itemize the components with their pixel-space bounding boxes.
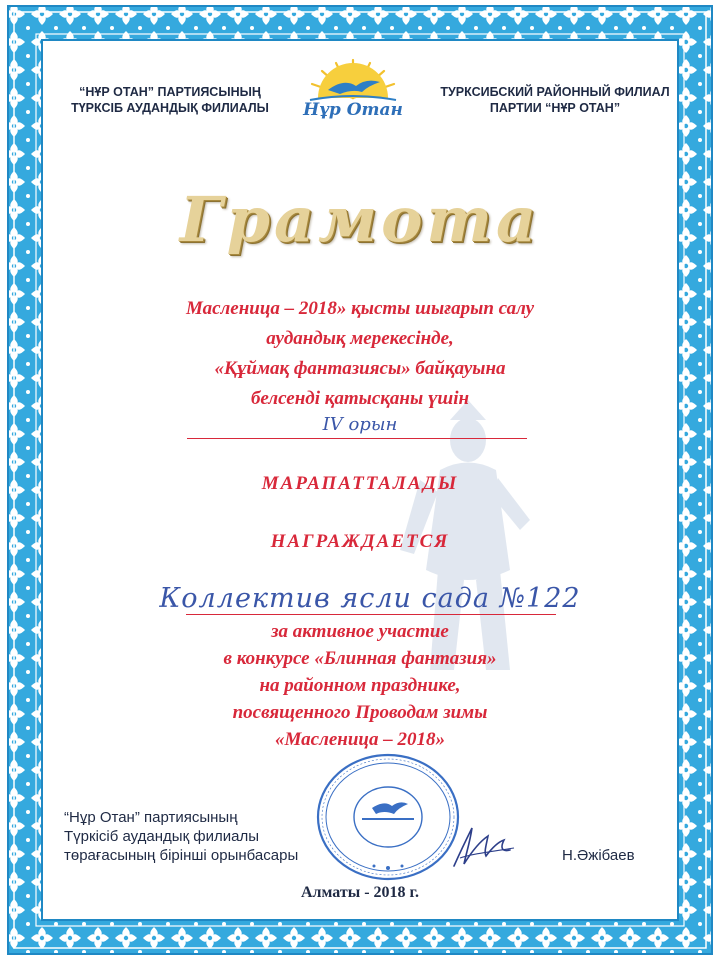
signatory-line3: төрағасының бірінші орынбасары bbox=[64, 847, 299, 864]
header-right-line2: ПАРТИИ “НҰР ОТАН” bbox=[489, 101, 621, 115]
certificate-title: Грамота bbox=[179, 183, 541, 256]
russian-text-line1: за активное участие bbox=[271, 621, 449, 642]
header-right bbox=[430, 84, 680, 116]
header-left-line1: “НҰР ОТАН” ПАРТИЯСЫНЫҢ bbox=[79, 85, 261, 99]
russian-text-line3: на районном празднике, bbox=[259, 675, 461, 696]
kazakh-text-line4: белсенді қатысқаны үшін bbox=[250, 388, 470, 409]
kazakh-text-line2: аудандық мерекесінде, bbox=[266, 328, 454, 349]
recipient-handwritten: Коллектив ясли сада №122 bbox=[159, 583, 581, 614]
signatory-line2: Түркісіб аудандық филиалы bbox=[64, 828, 260, 845]
logo-text: Нұр Отан bbox=[303, 100, 403, 120]
signatory-name: Н.Әжібаев bbox=[562, 847, 635, 864]
russian-text-line4: посвященного Проводам зимы bbox=[232, 702, 488, 723]
kazakh-text-line1: Масленица – 2018» қысты шығарып салу bbox=[185, 298, 535, 319]
russian-text-line5: «Масленица – 2018» bbox=[275, 729, 445, 750]
russian-text-line2: в конкурсе «Блинная фантазия» bbox=[223, 648, 497, 669]
place-handwritten: IV орын bbox=[322, 414, 398, 435]
awarded-kz: МАРАПАТТАЛАДЫ bbox=[261, 473, 459, 494]
handwritten-signature-icon bbox=[448, 818, 520, 874]
sun-and-eagle-logo-icon bbox=[292, 56, 414, 128]
place-underline bbox=[187, 438, 527, 439]
signatory-block bbox=[64, 808, 364, 865]
city-year: Алматы - 2018 г. bbox=[300, 884, 420, 901]
awarded-ru: НАГРАЖДАЕТСЯ bbox=[270, 531, 450, 552]
header-left bbox=[50, 84, 290, 116]
recipient-underline bbox=[186, 614, 556, 615]
header-right-line1: ТУРКСИБСКИЙ РАЙОННЫЙ ФИЛИАЛ bbox=[440, 85, 670, 99]
signatory-line1: “Нұр Отан” партиясының bbox=[64, 809, 238, 826]
kazakh-text-line3: «Құймақ фантазиясы» байқауына bbox=[214, 358, 506, 379]
header-left-line2: ТҮРКСІБ АУДАНДЫҚ ФИЛИАЛЫ bbox=[71, 101, 269, 115]
